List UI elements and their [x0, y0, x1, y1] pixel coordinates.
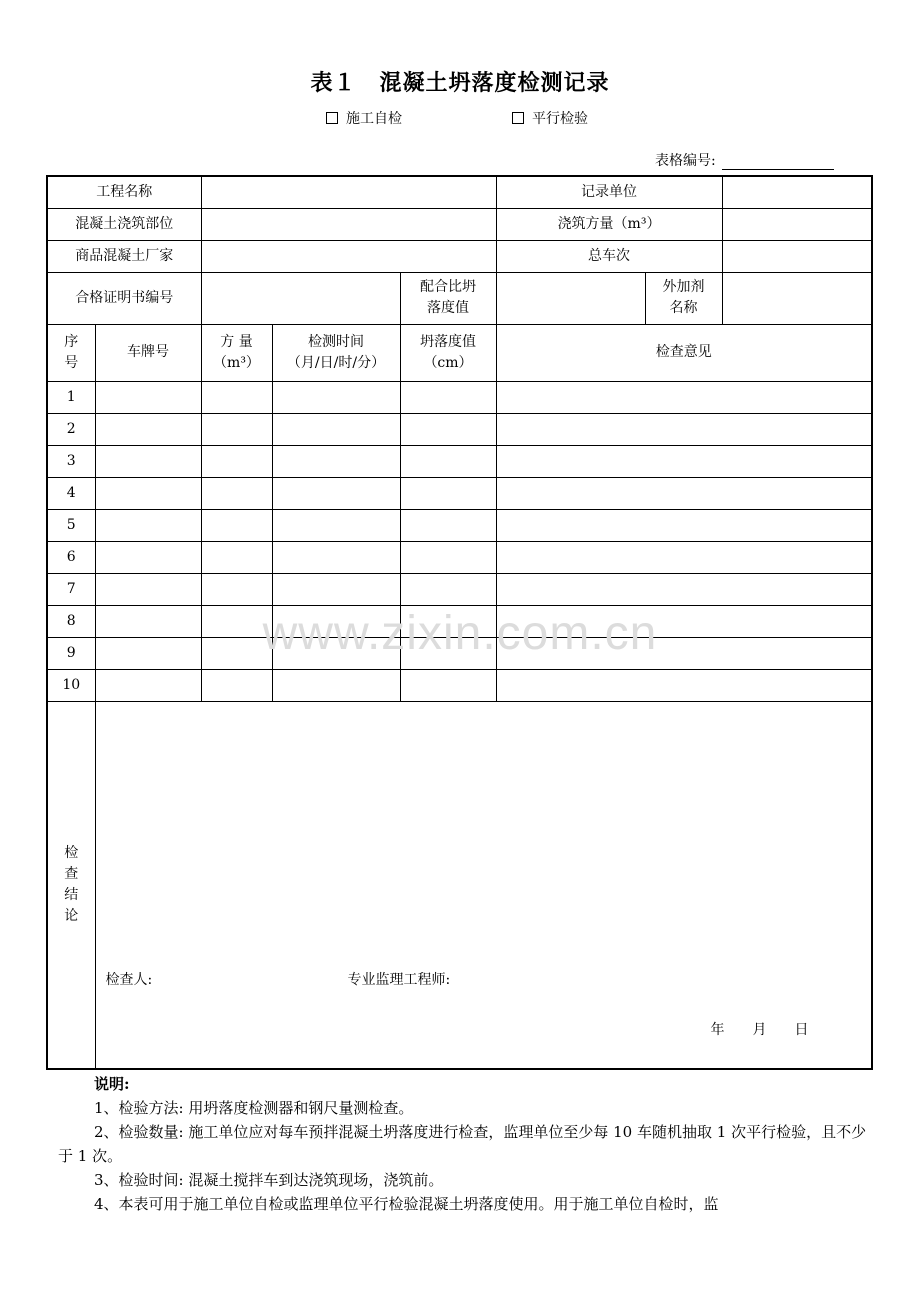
- table-row: [47, 669, 872, 701]
- plate-field[interactable]: [95, 413, 201, 445]
- row-seq: 7: [47, 573, 95, 605]
- notes-heading: 说明:: [94, 1075, 130, 1093]
- form-number-field[interactable]: [722, 153, 834, 170]
- mix-slump-label: [400, 272, 496, 324]
- checkbox-icon[interactable]: [512, 112, 524, 124]
- table-row: [47, 573, 872, 605]
- additive-field[interactable]: [722, 272, 872, 324]
- conclusion-char: 论: [64, 907, 79, 924]
- conclusion-char: 查: [64, 865, 79, 882]
- form-number-label: 表格编号:: [655, 153, 716, 169]
- project-name-field[interactable]: [201, 176, 496, 208]
- volume-field[interactable]: [201, 477, 272, 509]
- time-field[interactable]: [272, 541, 400, 573]
- pour-part-label: 混凝土浇筑部位: [47, 208, 201, 240]
- volume-field[interactable]: [201, 413, 272, 445]
- time-field[interactable]: [272, 573, 400, 605]
- pour-volume-field[interactable]: [722, 208, 872, 240]
- plate-field[interactable]: [95, 445, 201, 477]
- seq-header-line1: 序: [64, 333, 79, 350]
- slump-field[interactable]: [400, 669, 496, 701]
- parallel-check-label: 平行检验: [532, 111, 588, 127]
- slump-header-line2: （cm）: [423, 354, 473, 371]
- mix-slump-label-line2: 落度值: [427, 300, 469, 316]
- volume-header: [201, 324, 272, 381]
- table-row: [47, 445, 872, 477]
- slump-field[interactable]: [400, 413, 496, 445]
- row-seq: 6: [47, 541, 95, 573]
- opinion-header: 检查意见: [496, 324, 872, 381]
- inspector-label: 检查人:: [105, 971, 153, 988]
- self-check-option[interactable]: [326, 108, 402, 128]
- self-check-label: 施工自检: [346, 111, 402, 127]
- conclusion-char: 检: [64, 844, 79, 861]
- pour-part-field[interactable]: [201, 208, 496, 240]
- record-unit-label: 记录单位: [496, 176, 722, 208]
- slump-header-line1: 坍落度值: [420, 333, 476, 350]
- pour-volume-label: 浇筑方量（m³）: [496, 208, 722, 240]
- note-item: 1、检验方法: 用坍落度检测器和钢尺量测检查。: [94, 1099, 414, 1117]
- seq-header: [47, 324, 95, 381]
- slump-field[interactable]: [400, 381, 496, 413]
- date-month-label: 月: [752, 1021, 767, 1038]
- table-row: [47, 541, 872, 573]
- additive-label: [645, 272, 722, 324]
- time-field[interactable]: [272, 445, 400, 477]
- time-field[interactable]: [272, 413, 400, 445]
- mix-slump-label-line1: 配合比坍: [420, 279, 476, 295]
- table-row: [47, 509, 872, 541]
- time-field[interactable]: [272, 381, 400, 413]
- volume-field[interactable]: [201, 573, 272, 605]
- row-seq: 4: [47, 477, 95, 509]
- additive-label-line2: 名称: [669, 300, 698, 316]
- time-header-line1: 检测时间: [308, 333, 364, 350]
- supervisor-label: 专业监理工程师:: [347, 971, 451, 988]
- volume-field[interactable]: [201, 445, 272, 477]
- table-row: [47, 477, 872, 509]
- opinion-field[interactable]: [496, 445, 872, 477]
- time-field[interactable]: [272, 509, 400, 541]
- notes-section: [58, 1072, 868, 1216]
- date-day-label: 日: [794, 1021, 809, 1038]
- sign-date: [711, 1020, 809, 1041]
- total-trips-field[interactable]: [722, 240, 872, 272]
- cert-no-field[interactable]: [201, 272, 400, 324]
- cert-no-label: 合格证明书编号: [47, 272, 201, 324]
- volume-field[interactable]: [201, 381, 272, 413]
- opinion-field[interactable]: [496, 413, 872, 445]
- row-seq: 8: [47, 605, 95, 637]
- opinion-field[interactable]: [496, 573, 872, 605]
- mix-slump-field[interactable]: [496, 272, 645, 324]
- opinion-field[interactable]: [496, 541, 872, 573]
- time-field[interactable]: [272, 669, 400, 701]
- conclusion-field[interactable]: [95, 701, 872, 1069]
- table-row: [47, 381, 872, 413]
- plate-field[interactable]: [95, 381, 201, 413]
- slump-field[interactable]: [400, 477, 496, 509]
- opinion-field[interactable]: [496, 381, 872, 413]
- opinion-field[interactable]: [496, 669, 872, 701]
- time-header-line2: （月/日/时/分）: [286, 354, 386, 371]
- checkbox-icon[interactable]: [326, 112, 338, 124]
- volume-header-line2: （m³）: [213, 354, 260, 371]
- date-year-label: 年: [710, 1021, 725, 1038]
- row-seq: 5: [47, 509, 95, 541]
- row-seq: 2: [47, 413, 95, 445]
- slump-field[interactable]: [400, 509, 496, 541]
- opinion-field[interactable]: [496, 509, 872, 541]
- row-seq: 10: [47, 669, 95, 701]
- volume-field[interactable]: [201, 509, 272, 541]
- total-trips-label: 总车次: [496, 240, 722, 272]
- note-item: 4、本表可用于施工单位自检或监理单位平行检验混凝土坍落度使用。用于施工单位自检时，监: [94, 1195, 719, 1213]
- seq-header-line2: 号: [64, 354, 79, 371]
- parallel-check-option[interactable]: [512, 108, 588, 128]
- plate-field[interactable]: [95, 509, 201, 541]
- plate-header: 车牌号: [95, 324, 201, 381]
- additive-label-line1: 外加剂: [662, 279, 705, 295]
- note-item: 3、检验时间: 混凝土搅拌车到达浇筑现场，浇筑前。: [94, 1171, 444, 1189]
- form-title: 表１ 混凝土坍落度检测记录: [310, 70, 610, 96]
- watermark: www.zixin.com.cn: [262, 607, 658, 660]
- note-item: 2、检验数量: 施工单位应对每车预拌混凝土坍落度进行检查，监理单位至少每 10 车随机抽取 1 次平行检验，且不少于 1 次。: [58, 1123, 867, 1165]
- plate-field[interactable]: [95, 573, 201, 605]
- opinion-field[interactable]: [496, 477, 872, 509]
- row-seq: 3: [47, 445, 95, 477]
- form-number: [655, 150, 834, 170]
- volume-field[interactable]: [201, 669, 272, 701]
- manufacturer-label: 商品混凝土厂家: [47, 240, 201, 272]
- row-seq: 9: [47, 637, 95, 669]
- volume-header-line1: 方 量: [220, 333, 253, 350]
- record-unit-field[interactable]: [722, 176, 872, 208]
- time-header: [272, 324, 400, 381]
- slump-field[interactable]: [400, 573, 496, 605]
- conclusion-char: 结: [64, 886, 79, 903]
- volume-field[interactable]: [201, 541, 272, 573]
- time-field[interactable]: [272, 477, 400, 509]
- slump-field[interactable]: [400, 445, 496, 477]
- slump-field[interactable]: [400, 541, 496, 573]
- table-row: [47, 413, 872, 445]
- manufacturer-field[interactable]: [201, 240, 496, 272]
- project-name-label: 工程名称: [47, 176, 201, 208]
- conclusion-label: [47, 701, 95, 1069]
- plate-field[interactable]: [95, 669, 201, 701]
- plate-field[interactable]: [95, 541, 201, 573]
- plate-field[interactable]: [95, 477, 201, 509]
- slump-header: [400, 324, 496, 381]
- row-seq: 1: [47, 381, 95, 413]
